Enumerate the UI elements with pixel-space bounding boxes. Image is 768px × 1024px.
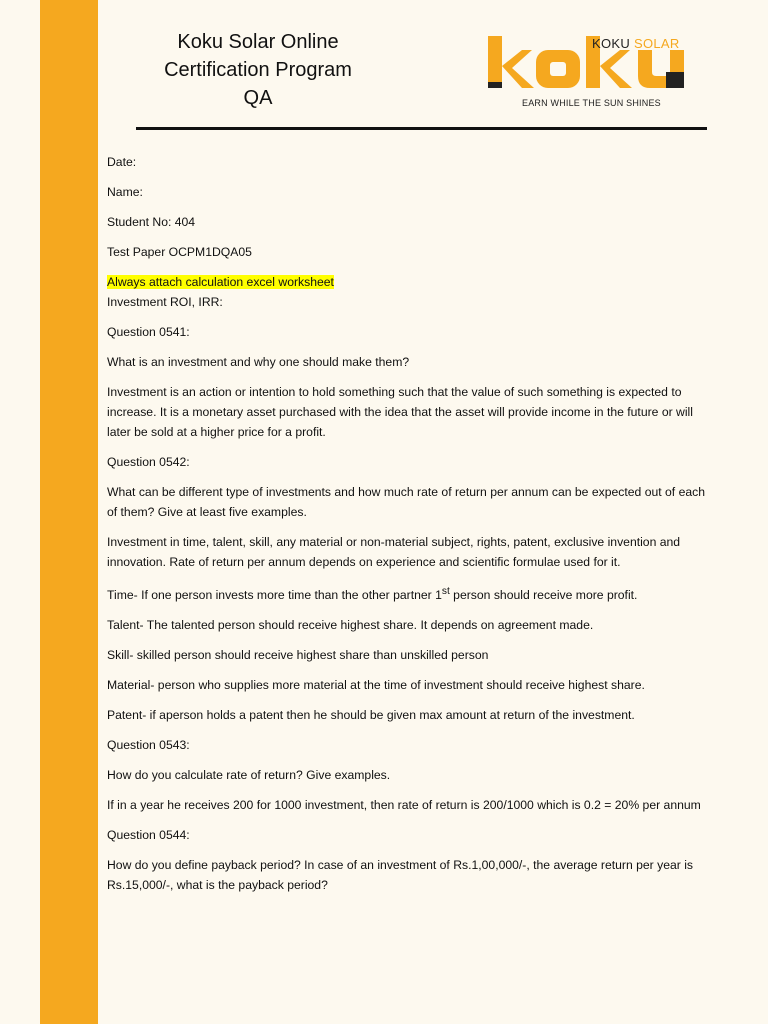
document-title: [138, 28, 378, 112]
title-line-3: QA: [243, 87, 273, 109]
answer-talent: Talent- The talented person should receive highest share. It depends on agreement made.: [107, 618, 594, 633]
test-paper-id: Test Paper OCPM1DQA05: [107, 245, 252, 259]
answer-skill: Skill- skilled person should receive highest share than unskilled person: [107, 648, 489, 663]
brand-tagline: EARN WHILE THE SUN SHINES: [522, 98, 661, 108]
answer-time: [107, 582, 707, 605]
question-0542-label: Question 0542:: [107, 455, 190, 469]
brand-name-part-1: KOKU: [592, 36, 631, 51]
question-0541-text: What is an investment and why one should make them?: [107, 355, 410, 369]
question-0544-label: Question 0544:: [107, 828, 190, 843]
document-body: [107, 152, 707, 905]
question-0541-answer: Investment is an action or intention to hold something such that the value of such something is expected to increase. It is a monetary asset purchased with the idea that the asset will provide income in the future or will later be sold at a higher price for a profit.: [107, 385, 693, 439]
question-0543-text: How do you calculate rate of return? Give examples.: [107, 768, 391, 783]
title-line-2: Certification Program: [164, 59, 352, 81]
section-title: Investment ROI, IRR:: [107, 295, 223, 309]
student-number: Student No: 404: [107, 215, 196, 229]
answer-patent: Patent- if aperson holds a patent then he should be given max amount at return of the investment.: [107, 708, 635, 723]
question-0543-label: Question 0543:: [107, 738, 190, 753]
answer-time-before: Time- If one person invests more time than the other partner 1: [107, 588, 442, 603]
question-0543-answer: If in a year he receives 200 for 1000 investment, then rate of return is 200/1000 which is 0.2 = 20% per annum: [107, 798, 701, 813]
answer-time-after: person should receive more profit.: [449, 588, 638, 603]
name-field: Name:: [107, 185, 143, 199]
answer-material: Material- person who supplies more material at the time of investment should receive highest share.: [107, 678, 645, 693]
highlighted-note: Always attach calculation excel worksheet: [107, 275, 334, 289]
brand-name-part-2: SOLAR: [633, 36, 680, 51]
header-divider: [136, 127, 707, 130]
orange-side-stripe: [40, 0, 98, 1024]
page-left-margin: [0, 0, 40, 1024]
title-line-1: Koku Solar Online: [177, 31, 339, 53]
koku-solar-logo: [486, 32, 698, 112]
date-field: Date:: [107, 155, 137, 169]
attachment-note: [107, 272, 707, 292]
brand-name: [592, 36, 680, 51]
question-0541-label: Question 0541:: [107, 325, 190, 339]
question-0542-answer: Investment in time, talent, skill, any material or non-material subject, rights, patent, exclusive invention and innovation. Rate of return per annum depends on experience and scientific formulae used for it.: [107, 535, 681, 569]
question-0542-text: What can be different type of investments and how much rate of return per annum can be expected out of each of them? Give at least five examples.: [107, 485, 705, 519]
question-0544-text: How do you define payback period? In case of an investment of Rs.1,00,000/-, the average return per year is Rs.15,000/-, what is the payback period?: [107, 858, 694, 893]
answer-time-sup: st: [441, 586, 450, 597]
